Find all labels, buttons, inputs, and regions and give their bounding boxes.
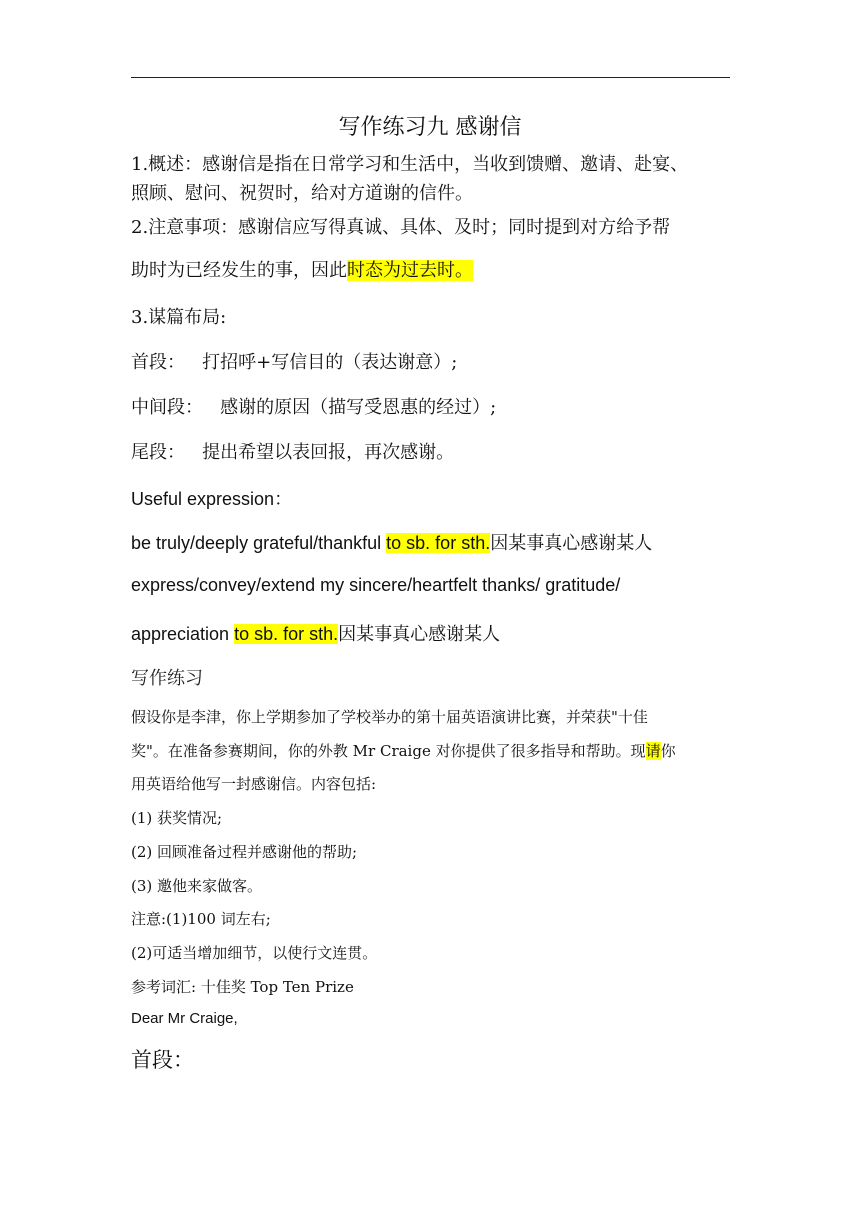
middle-paragraph-plan: 中间段： 感谢的原因（描写受恩惠的经过）; (131, 397, 497, 418)
overview-line-2: 照顾、慰问、祝贺时，给对方道谢的信件。 (131, 183, 473, 204)
task-line-2-end: 你 (660, 742, 676, 760)
task-line-2-text: 奖"。在准备参赛期间，你的外教 Mr Craige 对你提供了很多指导和帮助。现 (131, 742, 646, 760)
notes-line-2-text: 助时为已经发生的事，因此 (131, 260, 347, 281)
expression-1-text: be truly/deeply grateful/thankful (131, 533, 387, 553)
task-line-2 (131, 740, 731, 761)
task-highlight: 请 (645, 742, 661, 760)
content-item-2: (2) 回顾准备过程并感谢他的帮助; (131, 843, 358, 861)
task-line-1: 假设你是李津，你上学期参加了学校举办的第十届英语演讲比赛，并荣获"十佳 (131, 708, 648, 726)
notes-line-2 (131, 256, 731, 282)
first-paragraph-heading: 首段： (131, 1048, 194, 1072)
useful-expression-label: Useful expression： (131, 489, 293, 509)
expression-1 (131, 529, 731, 555)
layout-heading: 3.谋篇布局: (131, 307, 227, 328)
page-title: 写作练习九 感谢信 (338, 115, 522, 140)
expression-2-meaning: 因某事真心感谢某人 (338, 624, 501, 645)
content-item-3: (3) 邀他来家做客。 (131, 877, 263, 895)
expression-1-meaning: 因某事真心感谢某人 (490, 533, 653, 554)
expression-2-highlight: to sb. for sth. (234, 624, 339, 644)
expression-1-highlight: to sb. for sth. (386, 533, 491, 553)
first-paragraph-plan: 首段： 打招呼+写信目的（表达谢意）; (131, 352, 458, 373)
last-paragraph-plan: 尾段： 提出希望以表回报，再次感谢。 (131, 442, 455, 463)
salutation: Dear Mr Craige, (131, 1010, 238, 1027)
task-line-3: 用英语给他写一封感谢信。内容包括: (131, 775, 377, 793)
overview-line-1: 1.概述：感谢信是指在日常学习和生活中，当收到馈赠、邀请、赴宴、 (131, 154, 689, 175)
note-2: (2)可适当增加细节，以使行文连贯。 (131, 944, 378, 962)
expression-2-line-1: express/convey/extend my sincere/heartfelt thanks/ gratitude/ (131, 575, 621, 595)
notes-line-1: 2.注意事项：感谢信应写得真诚、具体、及时；同时提到对方给予帮 (131, 217, 671, 238)
expression-2-line-2 (131, 620, 731, 646)
vocabulary: 参考词汇: 十佳奖 Top Ten Prize (131, 978, 354, 996)
header-rule (131, 77, 730, 78)
expression-2-text: appreciation (131, 624, 235, 644)
content-item-1: (1) 获奖情况; (131, 809, 223, 827)
practice-heading: 写作练习 (131, 668, 203, 689)
tense-highlight: 时态为过去时。 (347, 260, 473, 281)
note-1: 注意:(1)100 词左右; (131, 910, 271, 928)
